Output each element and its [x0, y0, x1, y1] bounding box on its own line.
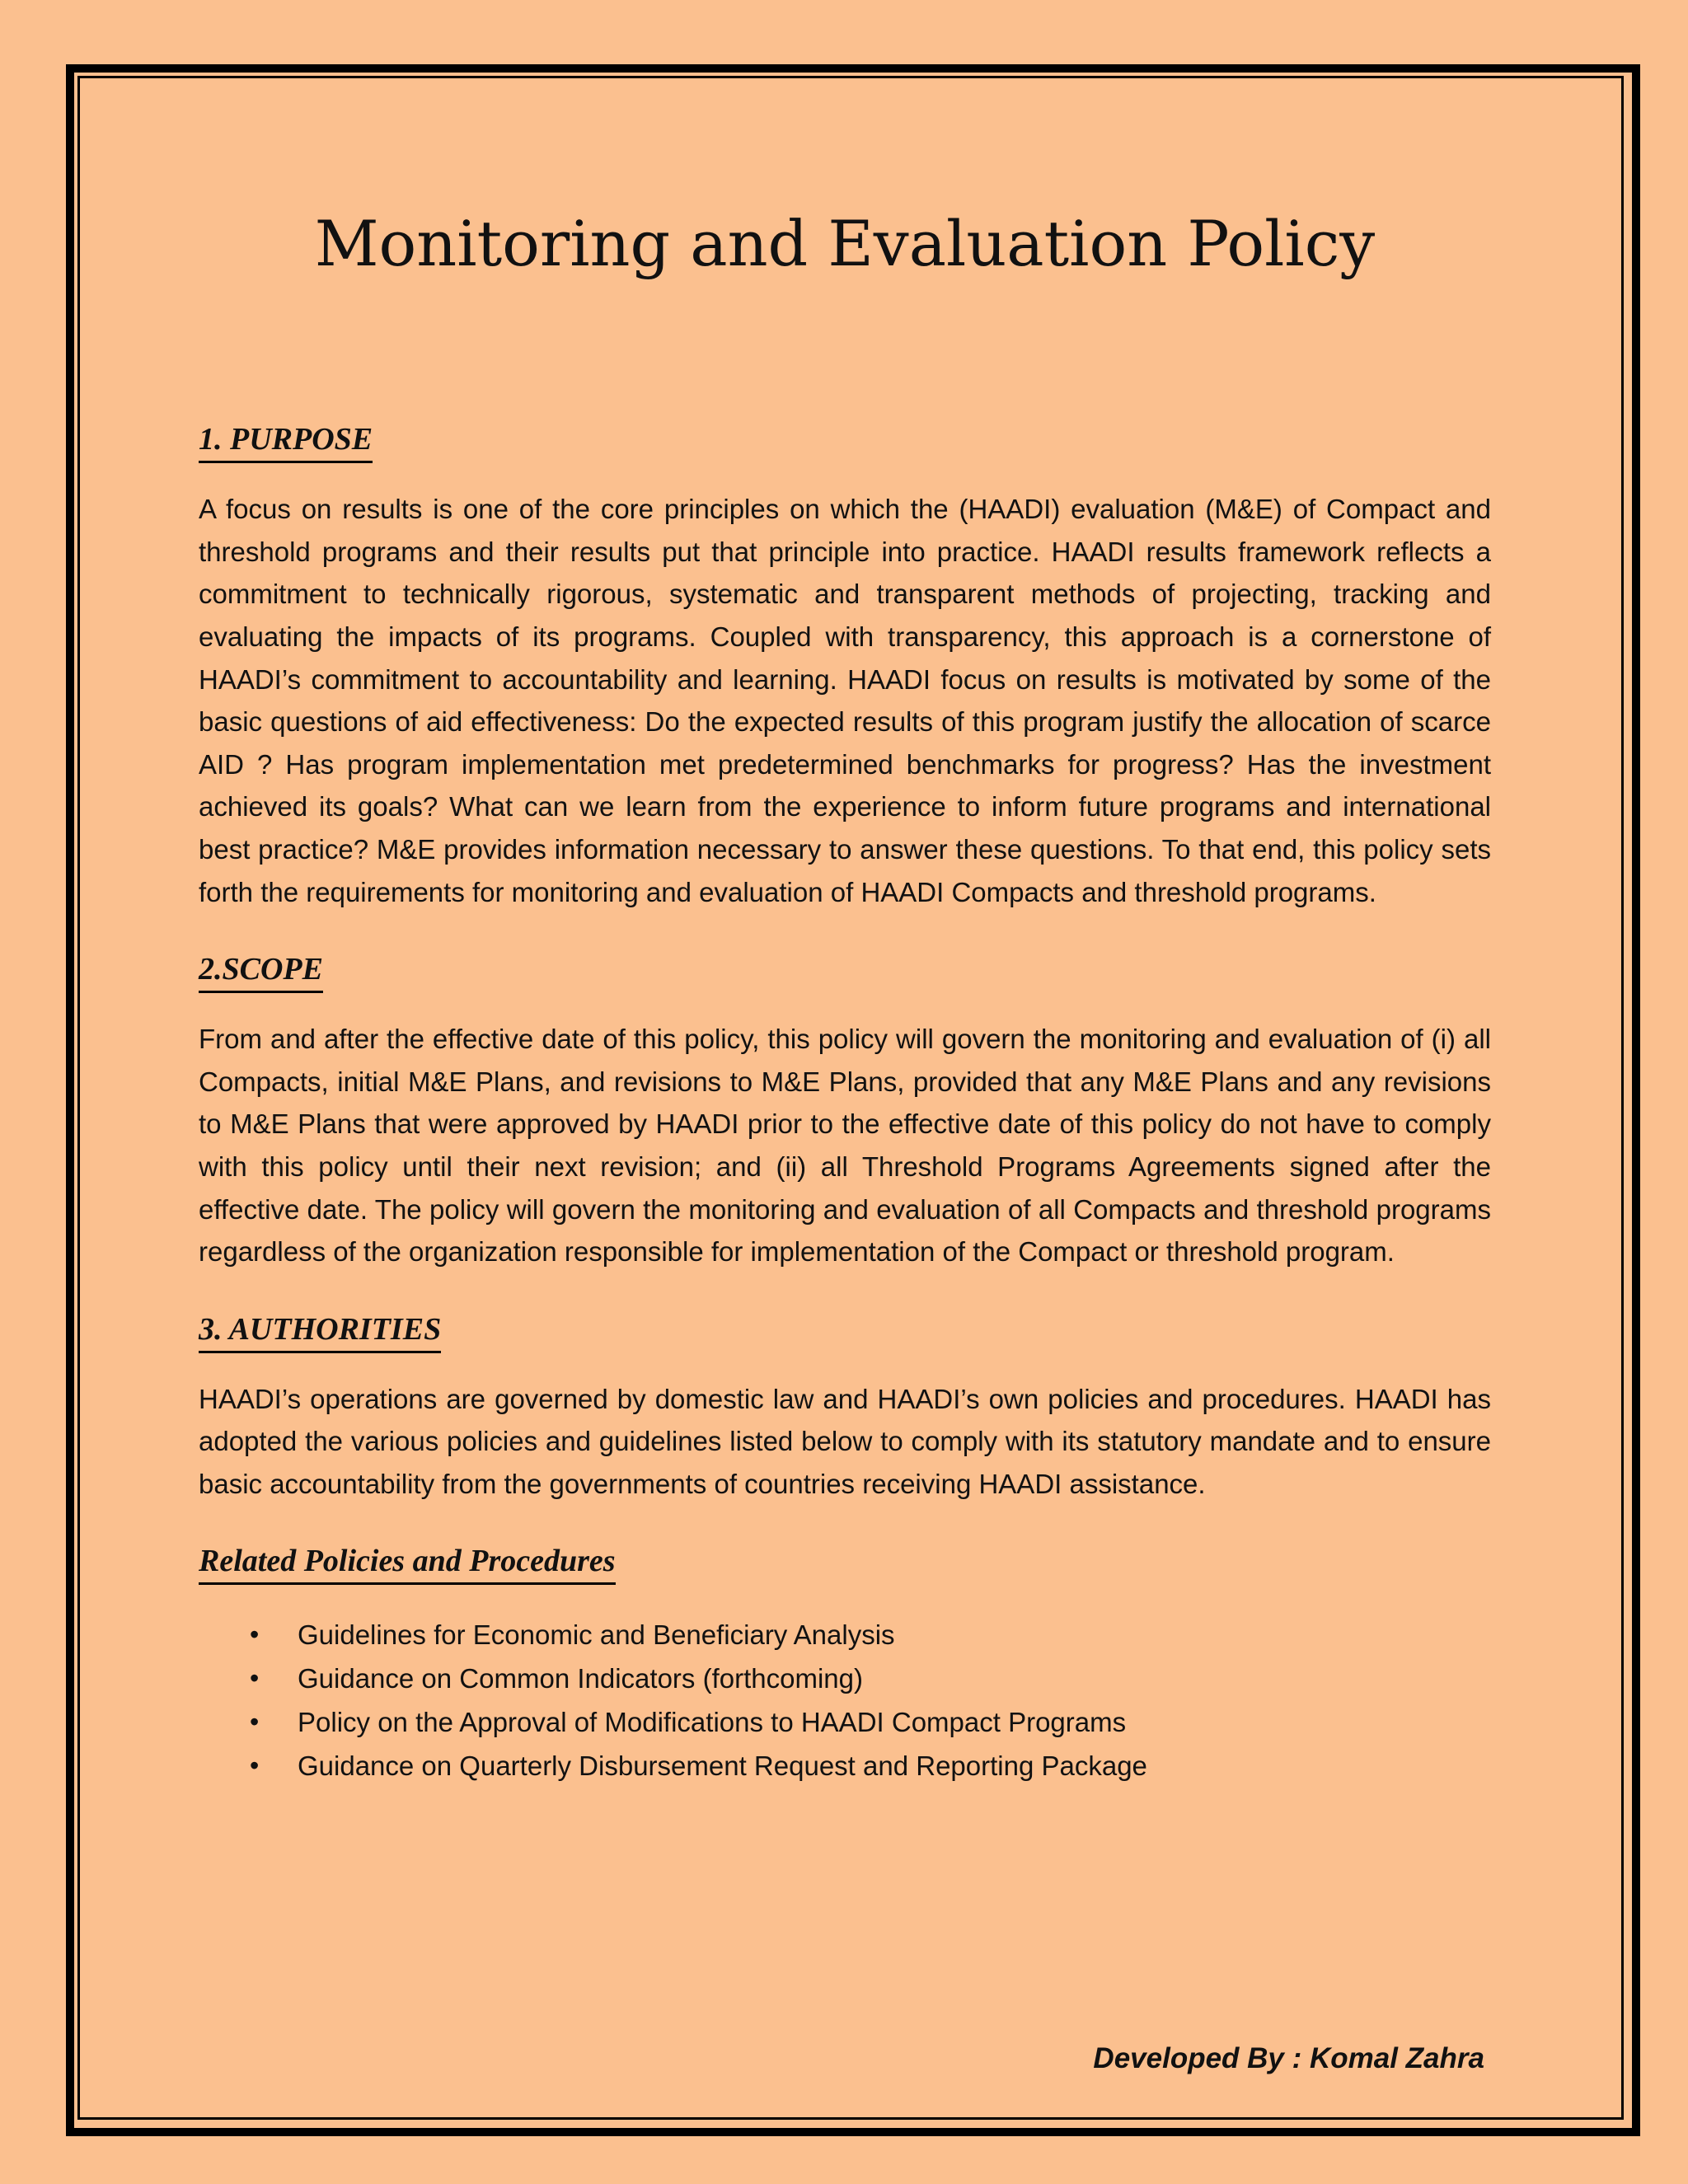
authorities-heading: 3. AUTHORITIES — [199, 1311, 441, 1353]
section-scope — [199, 913, 1491, 1273]
section-related-policies — [199, 1505, 1491, 1788]
section-purpose — [199, 281, 1491, 913]
list-item-text: Guidance on Common Indicators (forthcoming) — [298, 1663, 863, 1694]
bullet-icon: • — [250, 1663, 260, 1694]
section-authorities — [199, 1273, 1491, 1506]
list-item-text: Guidance on Quarterly Disbursement Request and Reporting Package — [298, 1750, 1147, 1782]
list-item-text: Policy on the Approval of Modifications to HAADI Compact Programs — [298, 1707, 1127, 1738]
purpose-heading: 1. PURPOSE — [199, 421, 373, 463]
document-title: Monitoring and Evaluation Policy — [314, 207, 1376, 280]
document-body — [199, 206, 1491, 1788]
list-item — [199, 1613, 1491, 1657]
bullet-icon: • — [250, 1619, 260, 1650]
author-credit: Developed By : Komal Zahra — [1093, 2042, 1484, 2074]
related-policies-list — [199, 1613, 1491, 1788]
bullet-icon: • — [250, 1750, 260, 1781]
authorities-paragraph: HAADI’s operations are governed by domestic law and HAADI’s own policies and procedures. HAADI has adopted the various policies and guidelines listed below to comply with its statutory mandate and to ensure basic accountability from the governments of countries receiving HAADI assistance. — [199, 1383, 1491, 1499]
scope-paragraph: From and after the effective date of this policy, this policy will govern the monitoring and evaluation of (i) all Compacts, initial M&E Plans, and revisions to M&E Plans, provided that any M&E Plans and any revisions to M&E Plans that were approved by HAADI prior to the effective date of this policy do not have to comply with this policy until their next revision; and (ii) all Threshold Programs Agreements signed after the effective date. The policy will govern the monitoring and evaluation of all Compacts and threshold programs regardless of the organization responsible for implementation of the Compact or threshold program. — [199, 1024, 1491, 1268]
list-item — [199, 1700, 1491, 1744]
bullet-icon: • — [250, 1707, 260, 1737]
list-item — [199, 1657, 1491, 1700]
scope-heading: 2.SCOPE — [199, 951, 323, 993]
purpose-paragraph: A focus on results is one of the core principles on which the (HAADI) evaluation (M&E) of Compact and threshold programs and their results put that principle into practice. HAADI results framework reflects a commitment to technically rigorous, systematic and transparent methods of projecting, tracking and evaluating the impacts of its programs. Coupled with transparency, this approach is a cornerstone of HAADI’s commitment to accountability and learning. HAADI focus on results is motivated by some of the basic questions of aid effectiveness: Do the expected results of this program justify the allocation of scarce AID ? Has program implementation met predetermined benchmarks for progress? Has the investment achieved its goals? What can we learn from the experience to inform future programs and international best practice? M&E provides information necessary to answer these questions. To that end, this policy sets forth the requirements for monitoring and evaluation of HAADI Compacts and threshold programs. — [199, 494, 1491, 907]
related-policies-heading: Related Policies and Procedures — [199, 1543, 616, 1585]
list-item — [199, 1744, 1491, 1788]
list-item-text: Guidelines for Economic and Beneficiary Analysis — [298, 1619, 895, 1651]
